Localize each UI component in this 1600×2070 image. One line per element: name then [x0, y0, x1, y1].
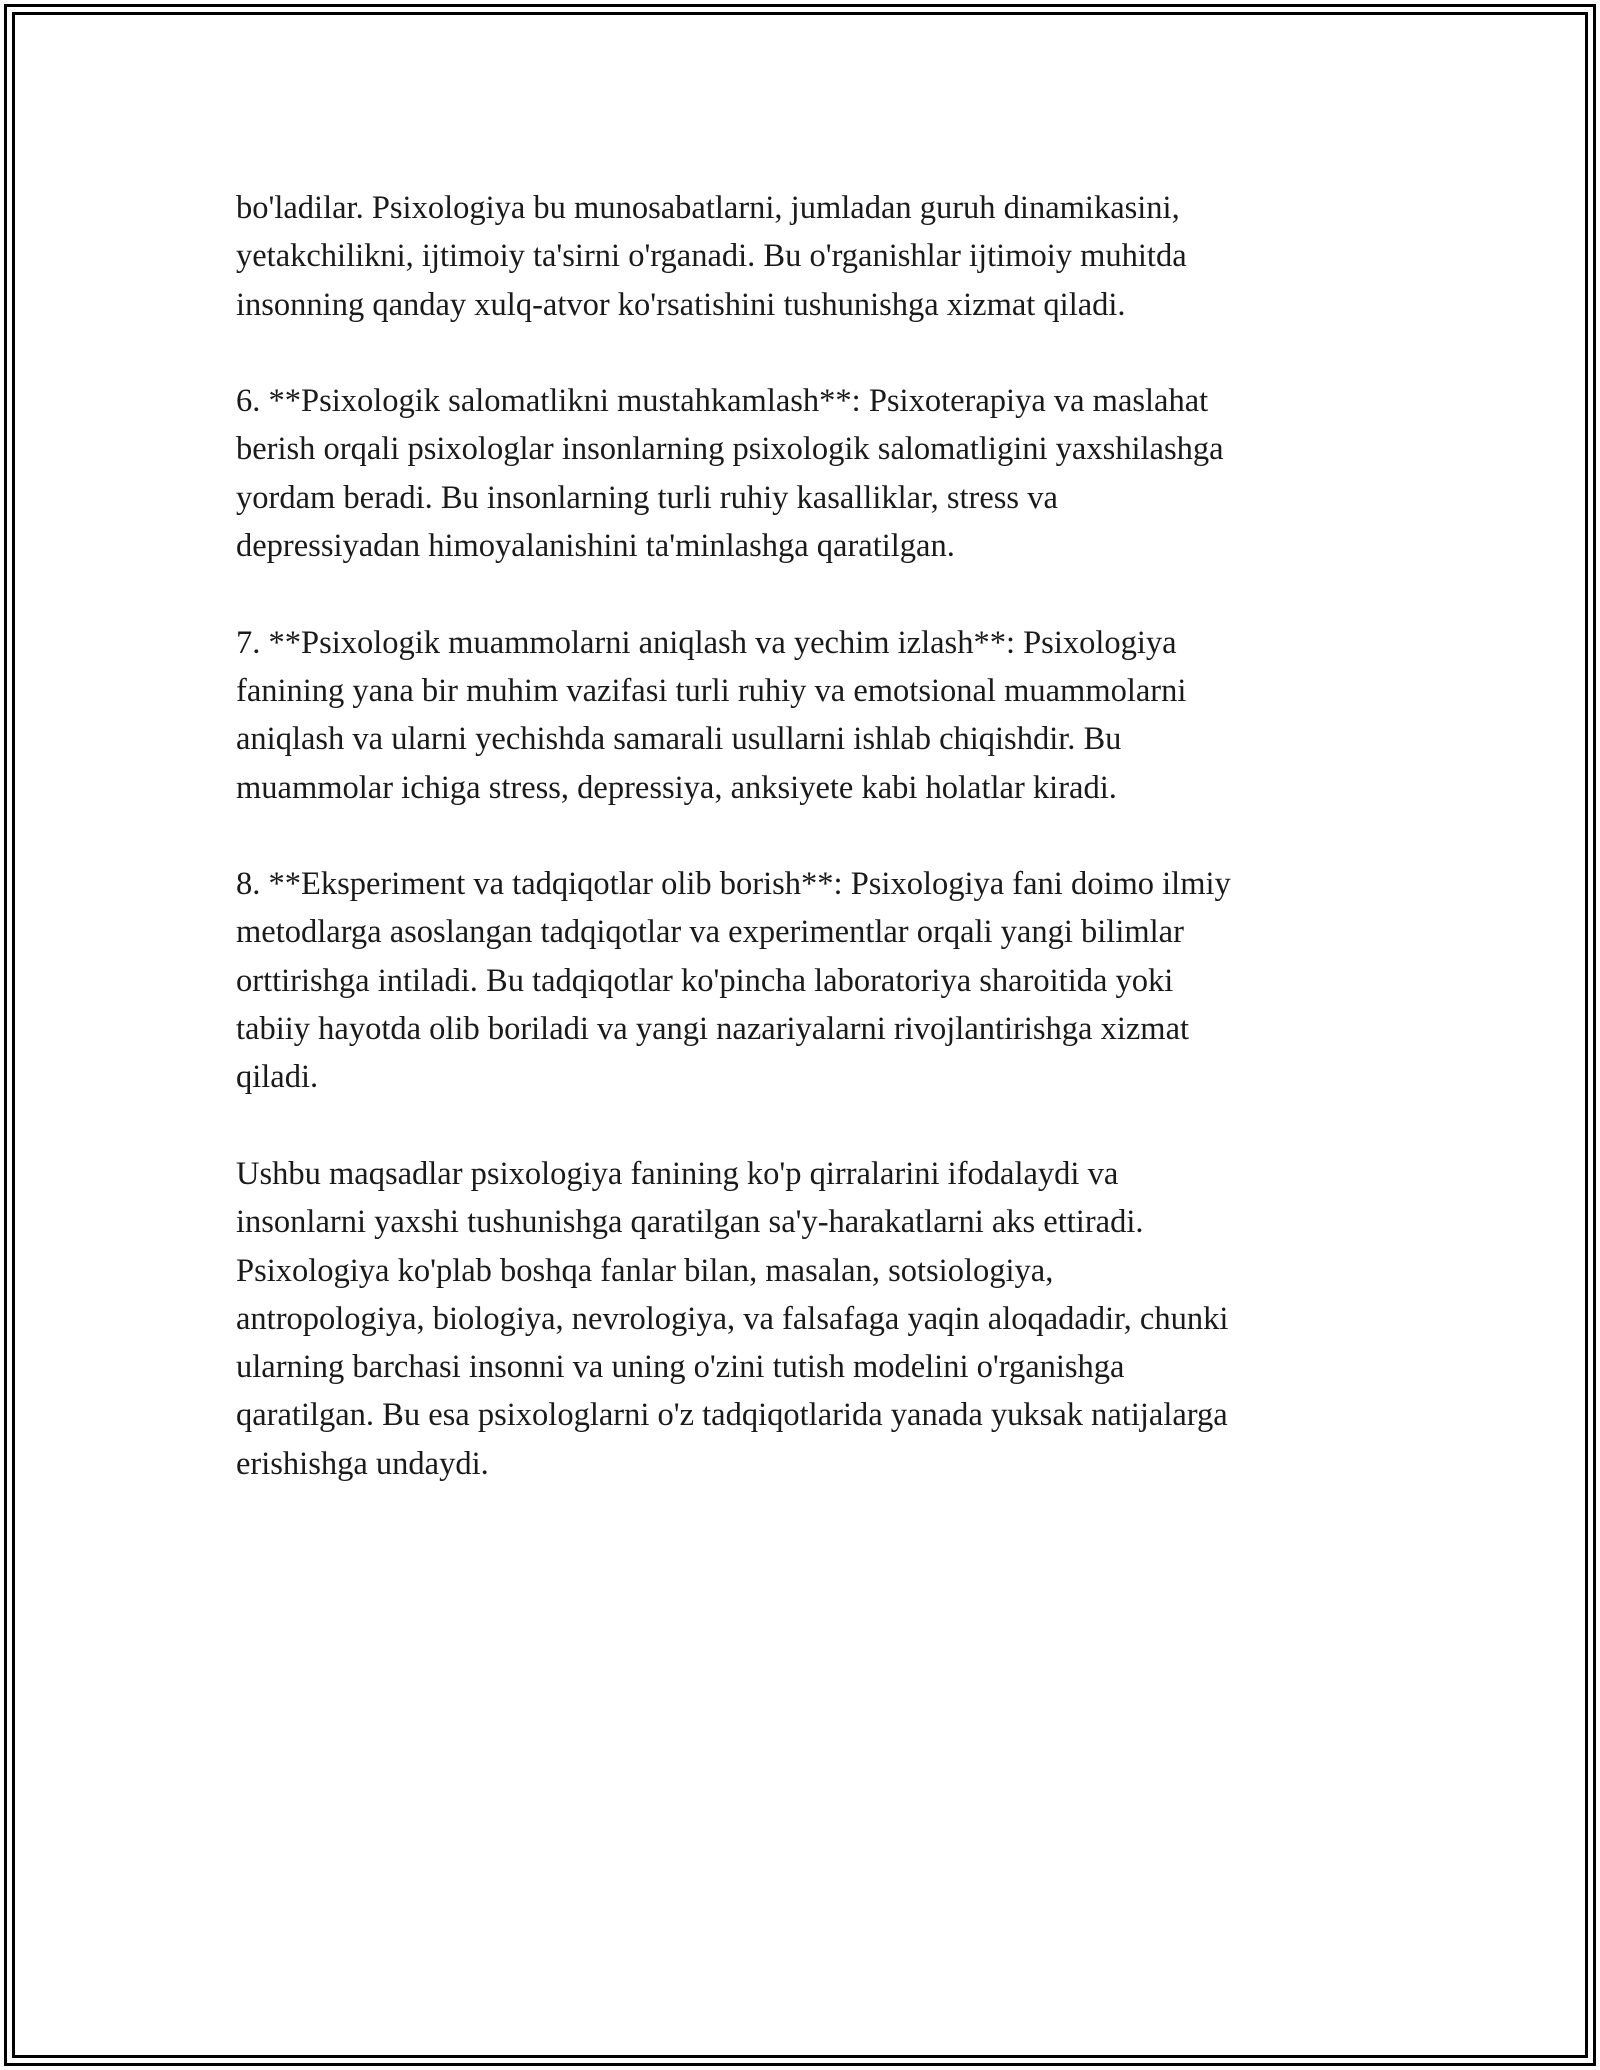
- paragraph-item-7: 7. **Psixologik muammolarni aniqlash va yechim izlash**: Psixologiya fanining yana bir muhim vazifasi turli ruhiy va emotsional muammolarni aniqlash va ularni yechishda samarali usullarni ishlab chiqishdir. Bu muammolar ichiga stress, depressiya, anksiyete kabi holatlar kiradi.: [236, 624, 1187, 806]
- paragraph-intro-continuation: bo'ladilar. Psixologiya bu munosabatlarni, jumladan guruh dinamikasini, yetakchilikni, ijtimoiy ta'sirni o'rganadi. Bu o'rganishlar ijtimoiy muhitda insonning qanday xulq-atvor ko'rsatishini tushunishga xizmat qiladi.: [236, 190, 1187, 323]
- document-body: [236, 184, 1376, 1488]
- paragraph-item-8: 8. **Eksperiment va tadqiqotlar olib borish**: Psixologiya fani doimo ilmiy metodlarga asoslangan tadqiqotlar va experimentlar orqali yangi bilimlar orttirishga intiladi. Bu tadqiqotlar ko'pincha laboratoriya sharoitida yoki tabiiy hayotda olib boriladi va yangi nazariyalarni rivojlantirishga xizmat qiladi.: [236, 866, 1231, 1096]
- paragraph-conclusion: Ushbu maqsadlar psixologiya fanining ko'p qirralarini ifodalaydi va insonlarni yaxshi tushunishga qaratilgan sa'y-harakatlarni aks ettiradi. Psixologiya ko'plab boshqa fanlar bilan, masalan, sotsiologiya, antropologiya, biologiya, nevrologiya, va falsafaga yaqin aloqadadir, chunki ularning barchasi insonni va uning o'zini tutish modelini o'rganishga qaratilgan. Bu esa psixologlarni o'z tadqiqotlarida yanada yuksak natijalarga erishishga undaydi.: [236, 1155, 1229, 1482]
- paragraph-item-6: 6. **Psixologik salomatlikni mustahkamlash**: Psixoterapiya va maslahat berish orqali psixologlar insonlarning psixologik salomatligini yaxshilashga yordam beradi. Bu insonlarning turli ruhiy kasalliklar, stress va depressiyadan himoyalanishini ta'minlashga qaratilgan.: [236, 383, 1224, 565]
